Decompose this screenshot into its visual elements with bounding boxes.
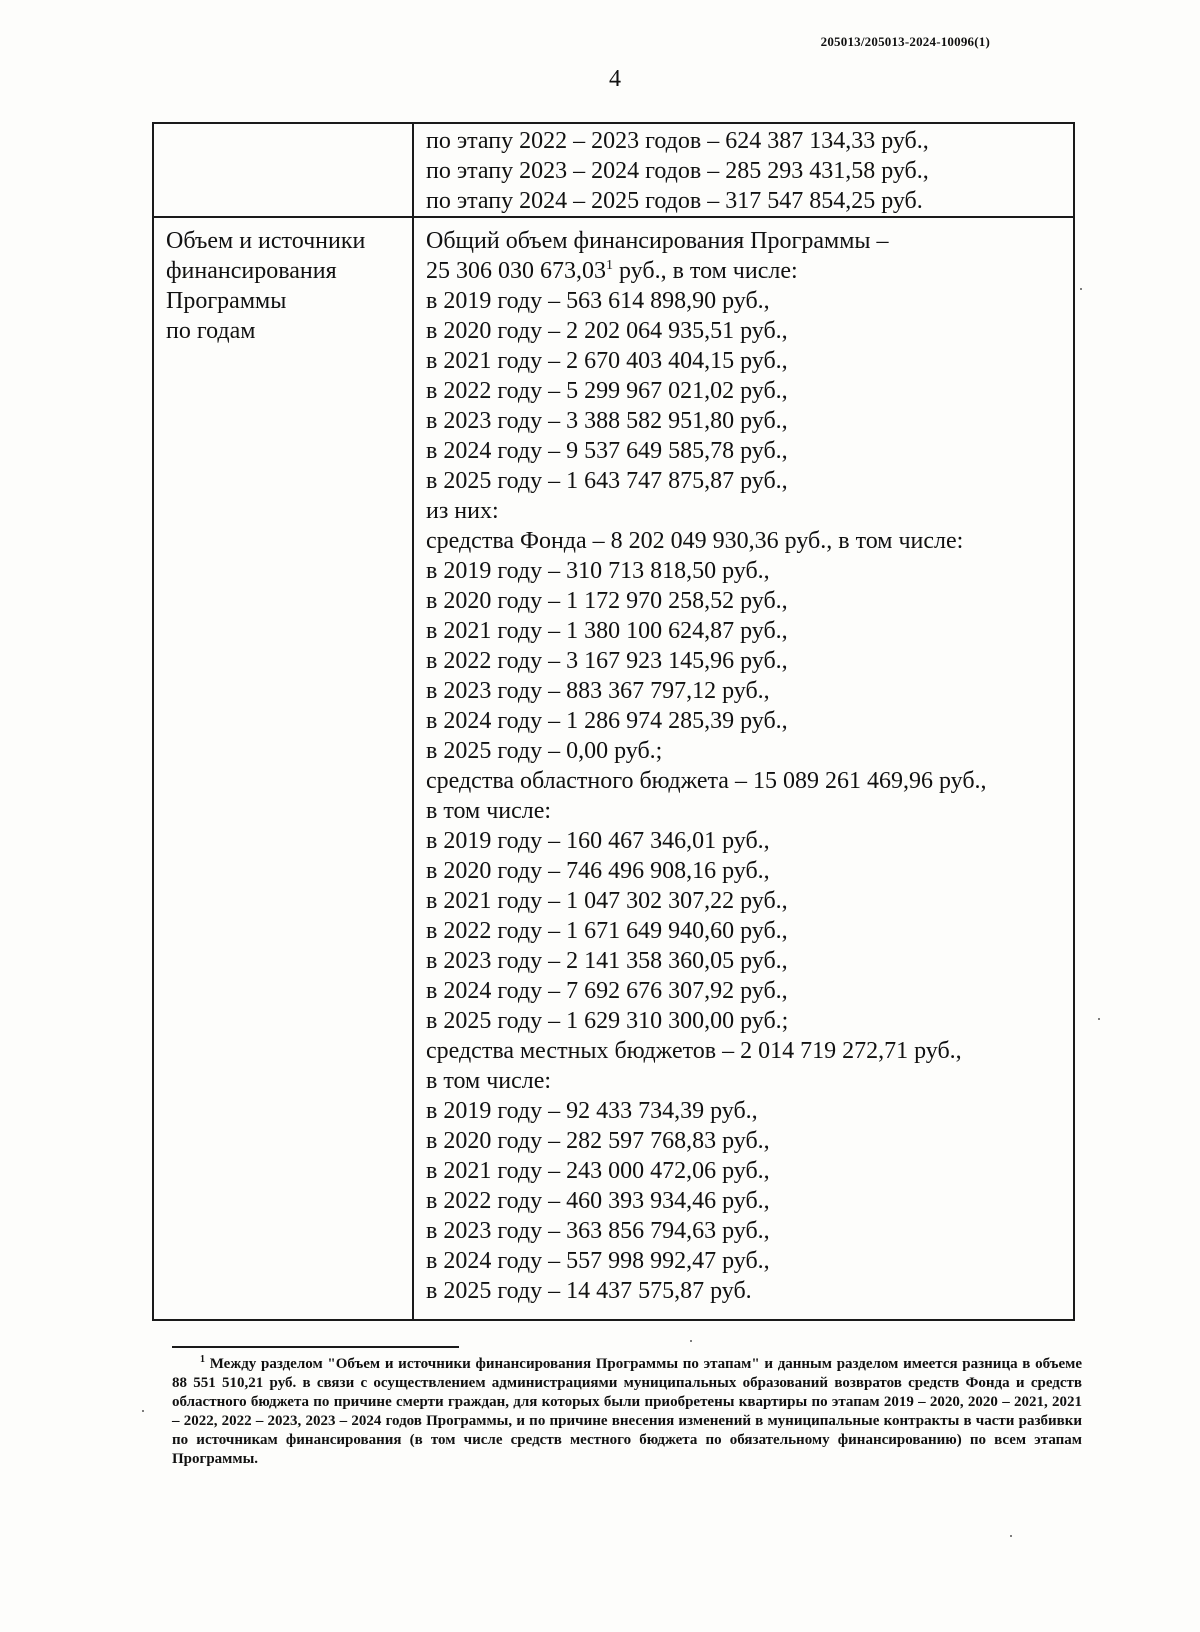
local-year-line: в 2019 году – 92 433 734,39 руб.,	[425, 1098, 758, 1124]
stages-label-cell	[153, 123, 413, 217]
regional-including: в том числе:	[425, 798, 552, 824]
total-suffix: руб., в том числе:	[612, 258, 798, 284]
total-year-line: в 2024 году – 9 537 649 585,78 руб.,	[425, 438, 788, 464]
regional-year-line: в 2022 году – 1 671 649 940,60 руб.,	[425, 918, 788, 944]
footnote	[172, 1355, 1082, 1469]
regional-year-line: в 2020 году – 746 496 908,16 руб.,	[425, 858, 770, 884]
local-year-line: в 2020 году – 282 597 768,83 руб.,	[425, 1128, 770, 1154]
fund-year-line: в 2020 году – 1 172 970 258,52 руб.,	[425, 588, 788, 614]
of-which-label: из них:	[425, 498, 499, 524]
regional-year-line: в 2025 году – 1 629 310 300,00 руб.;	[425, 1008, 789, 1034]
total-year-line: в 2020 году – 2 202 064 935,51 руб.,	[425, 318, 788, 344]
fund-year-line: в 2024 году – 1 286 974 285,39 руб.,	[425, 708, 788, 734]
local-year-line: в 2024 году – 557 998 992,47 руб.,	[425, 1248, 770, 1274]
scan-speck	[1098, 1018, 1100, 1020]
total-year-line: в 2023 году – 3 388 582 951,80 руб.,	[425, 408, 788, 434]
total-amount: 25 306 030 673,03	[425, 258, 606, 284]
fund-year-line: в 2023 году – 883 367 797,12 руб.,	[425, 678, 770, 704]
scan-speck	[142, 1410, 144, 1412]
total-year-line: в 2019 году – 563 614 898,90 руб.,	[425, 288, 770, 314]
fund-title: средства Фонда – 8 202 049 930,36 руб., в том числе:	[425, 528, 964, 554]
local-year-line: в 2021 году – 243 000 472,06 руб.,	[425, 1158, 770, 1184]
financing-value-cell	[413, 217, 1074, 1320]
fund-year-line: в 2019 году – 310 713 818,50 руб.,	[425, 558, 770, 584]
scan-speck	[1010, 1535, 1012, 1537]
local-year-line: в 2025 году – 14 437 575,87 руб.	[425, 1278, 752, 1304]
total-year-line: в 2022 году – 5 299 967 021,02 руб.,	[425, 378, 788, 404]
scan-speck	[690, 1340, 692, 1342]
local-including: в том числе:	[425, 1068, 552, 1094]
stage-line: по этапу 2023 – 2024 годов – 285 293 431,58 руб.,	[425, 158, 929, 184]
table-row-financing	[153, 217, 1074, 1320]
financing-label-line: Объем и источники	[166, 228, 366, 254]
fund-year-line: в 2021 году – 1 380 100 624,87 руб.,	[425, 618, 788, 644]
total-year-line: в 2025 году – 1 643 747 875,87 руб.,	[425, 468, 788, 494]
local-year-line: в 2022 году – 460 393 934,46 руб.,	[425, 1188, 770, 1214]
local-title: средства местных бюджетов – 2 014 719 272,71 руб.,	[425, 1038, 962, 1064]
footnote-reference: 1	[605, 258, 613, 273]
regional-title: средства областного бюджета – 15 089 261 469,96 руб.,	[425, 768, 987, 794]
page-number: 4	[609, 66, 621, 92]
footnote-separator	[172, 1346, 459, 1348]
financing-label-cell	[153, 217, 413, 1320]
total-year-line: в 2021 году – 2 670 403 404,15 руб.,	[425, 348, 788, 374]
local-year-line: в 2023 году – 363 856 794,63 руб.,	[425, 1218, 770, 1244]
passport-table	[152, 122, 1075, 1321]
regional-year-line: в 2024 году – 7 692 676 307,92 руб.,	[425, 978, 788, 1004]
stage-line: по этапу 2024 – 2025 годов – 317 547 854,25 руб.	[425, 188, 923, 214]
fund-year-line: в 2025 году – 0,00 руб.;	[425, 738, 663, 764]
financing-label-line: финансирования	[166, 258, 337, 284]
footnote-mark: 1	[200, 1354, 205, 1365]
stages-value-cell	[413, 123, 1074, 217]
total-title: Общий объем финансирования Программы –	[425, 228, 889, 254]
regional-year-line: в 2023 году – 2 141 358 360,05 руб.,	[425, 948, 788, 974]
document-id: 205013/205013-2024-10096(1)	[820, 34, 990, 49]
financing-label-line: Программы	[166, 288, 287, 314]
scan-speck	[1080, 288, 1082, 290]
regional-year-line: в 2019 году – 160 467 346,01 руб.,	[425, 828, 770, 854]
financing-label-line: по годам	[166, 318, 256, 344]
fund-year-line: в 2022 году – 3 167 923 145,96 руб.,	[425, 648, 788, 674]
table-row-stages	[153, 123, 1074, 217]
stage-line: по этапу 2022 – 2023 годов – 624 387 134,33 руб.,	[425, 128, 929, 154]
total-amount-line	[426, 256, 1067, 286]
regional-year-line: в 2021 году – 1 047 302 307,22 руб.,	[425, 888, 788, 914]
footnote-text: Между разделом "Объем и источники финансирования Программы по этапам" и данным разделом имеется разница в объеме 88 551 510,21 руб. в связи с осуществлением администрациями муниципальных образований возвратов средств Фонда и средств областного бюджета по причине смерти граждан, для которых были приобретены квартиры по этапам 2019 – 2020, 2020 – 2021, 2021 – 2022, 2022 – 2023, 2023 – 2024 годов Программы, и по причине внесения изменений в муниципальные контракты в части разбивки по источникам финансирования (в том числе средств местного бюджета по обязательному финансированию) по всем этапам Программы.	[172, 1356, 1082, 1467]
